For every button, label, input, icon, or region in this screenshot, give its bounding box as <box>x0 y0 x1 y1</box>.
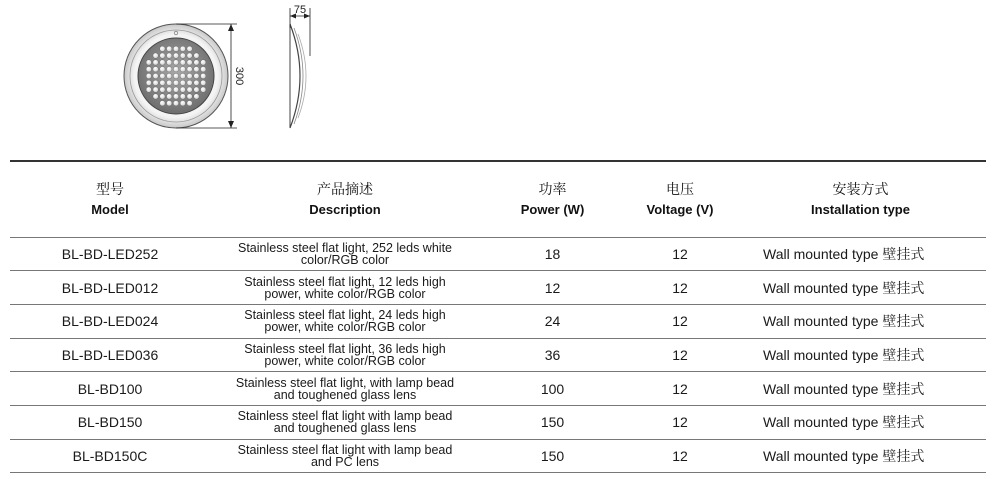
cell-voltage: 12 <box>625 439 735 473</box>
table-row <box>10 237 986 271</box>
cell-model: BL-BD150 <box>10 405 210 439</box>
cell-voltage: 12 <box>625 237 735 271</box>
led-dot-icon <box>187 87 192 92</box>
led-dot-icon <box>180 46 185 51</box>
led-dot-icon <box>167 46 172 51</box>
led-dot-icon <box>153 53 158 58</box>
led-dot-icon <box>167 94 172 99</box>
header-power-zh: 功率 <box>538 180 567 197</box>
cell-installation: Wall mounted type 壁挂式 <box>735 372 986 406</box>
led-dot-icon <box>153 67 158 72</box>
cell-power: 150 <box>480 405 625 439</box>
led-dot-icon <box>173 46 178 51</box>
header-power-en: Power (W) <box>520 201 585 217</box>
led-dot-icon <box>180 73 185 78</box>
led-dot-icon <box>180 94 185 99</box>
header-description-zh: 产品摘述 <box>317 180 373 197</box>
led-dot-icon <box>187 46 192 51</box>
led-dot-icon <box>194 80 199 85</box>
cell-voltage: 12 <box>625 271 735 305</box>
table-row <box>10 405 986 439</box>
cell-voltage: 12 <box>625 338 735 372</box>
product-spec-table <box>10 160 986 473</box>
header-model-zh: 型号 <box>96 180 124 197</box>
led-dot-icon <box>194 73 199 78</box>
cell-installation: Wall mounted type 壁挂式 <box>735 405 986 439</box>
led-dot-icon <box>173 67 178 72</box>
led-dot-icon <box>201 60 206 65</box>
cell-power: 36 <box>480 338 625 372</box>
led-dot-icon <box>153 60 158 65</box>
front-view <box>124 24 228 128</box>
led-dot-icon <box>153 87 158 92</box>
led-dot-icon <box>173 87 178 92</box>
led-dot-icon <box>180 80 185 85</box>
cell-model: BL-BD-LED252 <box>10 237 210 271</box>
cell-model: BL-BD-LED012 <box>10 271 210 305</box>
table-header-row <box>10 161 986 237</box>
led-dot-icon <box>167 73 172 78</box>
cell-power: 150 <box>480 439 625 473</box>
header-installation-en: Installation type <box>811 201 910 217</box>
cell-description: Stainless steel flat light, 12 leds high power, white color/RGB color <box>210 271 480 305</box>
led-dot-icon <box>146 80 151 85</box>
cell-power: 100 <box>480 372 625 406</box>
led-dot-icon <box>146 73 151 78</box>
led-dot-icon <box>201 87 206 92</box>
height-dimension-label: 300 <box>233 66 245 86</box>
led-dot-icon <box>146 60 151 65</box>
cell-voltage: 12 <box>625 304 735 338</box>
header-voltage-zh: 电压 <box>666 180 694 197</box>
led-dot-icon <box>146 67 151 72</box>
product-drawing <box>0 0 1000 160</box>
cell-installation: Wall mounted type 壁挂式 <box>735 271 986 305</box>
cell-voltage: 12 <box>625 372 735 406</box>
led-dot-icon <box>153 80 158 85</box>
led-dot-icon <box>194 94 199 99</box>
led-dot-icon <box>187 80 192 85</box>
led-dot-icon <box>167 67 172 72</box>
led-dot-icon <box>160 46 165 51</box>
header-power <box>480 161 625 237</box>
header-model-en: Model <box>91 201 129 217</box>
led-dot-icon <box>187 53 192 58</box>
cell-description: Stainless steel flat light, 252 leds white color/RGB color <box>210 237 480 271</box>
cell-power: 18 <box>480 237 625 271</box>
led-dot-icon <box>160 60 165 65</box>
led-dot-icon <box>173 94 178 99</box>
header-installation-zh: 安装方式 <box>832 180 889 197</box>
led-dot-icon <box>146 87 151 92</box>
led-dot-icon <box>180 101 185 106</box>
led-dot-icon <box>187 101 192 106</box>
cell-voltage: 12 <box>625 405 735 439</box>
header-description <box>210 161 480 237</box>
led-array <box>146 46 206 106</box>
table-row <box>10 271 986 305</box>
led-dot-icon <box>173 53 178 58</box>
cell-model: BL-BD-LED024 <box>10 304 210 338</box>
header-voltage <box>625 161 735 237</box>
cell-description: Stainless steel flat light with lamp bead and toughened glass lens <box>210 405 480 439</box>
cell-description: Stainless steel flat light, 24 leds high power, white color/RGB color <box>210 304 480 338</box>
led-dot-icon <box>187 60 192 65</box>
cell-installation: Wall mounted type 壁挂式 <box>735 304 986 338</box>
led-dot-icon <box>201 67 206 72</box>
table-row <box>10 372 986 406</box>
header-installation <box>735 161 986 237</box>
cell-description: Stainless steel flat light, 36 leds high power, white color/RGB color <box>210 338 480 372</box>
led-dot-icon <box>194 60 199 65</box>
led-dot-icon <box>180 67 185 72</box>
cell-model: BL-BD-LED036 <box>10 338 210 372</box>
cell-model: BL-BD150C <box>10 439 210 473</box>
led-dot-icon <box>173 60 178 65</box>
cell-installation: Wall mounted type 壁挂式 <box>735 237 986 271</box>
led-dot-icon <box>180 53 185 58</box>
led-dot-icon <box>187 67 192 72</box>
cell-power: 24 <box>480 304 625 338</box>
led-dot-icon <box>167 53 172 58</box>
side-view <box>290 24 306 128</box>
cell-description: Stainless steel flat light with lamp bead and PC lens <box>210 439 480 473</box>
led-dot-icon <box>167 60 172 65</box>
led-dot-icon <box>187 94 192 99</box>
depth-dimension-label: 75 <box>293 4 307 16</box>
cell-installation: Wall mounted type 壁挂式 <box>735 439 986 473</box>
led-dot-icon <box>173 80 178 85</box>
header-model <box>10 161 210 237</box>
led-dot-icon <box>173 101 178 106</box>
header-voltage-en: Voltage (V) <box>646 201 714 217</box>
cell-power: 12 <box>480 271 625 305</box>
led-dot-icon <box>160 101 165 106</box>
led-dot-icon <box>153 94 158 99</box>
cell-installation: Wall mounted type 壁挂式 <box>735 338 986 372</box>
led-dot-icon <box>194 67 199 72</box>
led-dot-icon <box>167 80 172 85</box>
led-dot-icon <box>160 53 165 58</box>
table-row <box>10 439 986 473</box>
led-dot-icon <box>194 87 199 92</box>
led-dot-icon <box>201 80 206 85</box>
cell-model: BL-BD100 <box>10 372 210 406</box>
led-dot-icon <box>153 73 158 78</box>
led-dot-icon <box>160 73 165 78</box>
table-row <box>10 304 986 338</box>
led-dot-icon <box>160 87 165 92</box>
led-dot-icon <box>201 73 206 78</box>
led-dot-icon <box>187 73 192 78</box>
led-dot-icon <box>160 94 165 99</box>
led-dot-icon <box>180 87 185 92</box>
led-dot-icon <box>180 60 185 65</box>
led-dot-icon <box>167 101 172 106</box>
led-dot-icon <box>173 73 178 78</box>
table-row <box>10 338 986 372</box>
led-dot-icon <box>160 67 165 72</box>
led-dot-icon <box>194 53 199 58</box>
cell-description: Stainless steel flat light, with lamp bead and toughened glass lens <box>210 372 480 406</box>
header-description-en: Description <box>309 201 381 217</box>
led-dot-icon <box>160 80 165 85</box>
led-dot-icon <box>167 87 172 92</box>
